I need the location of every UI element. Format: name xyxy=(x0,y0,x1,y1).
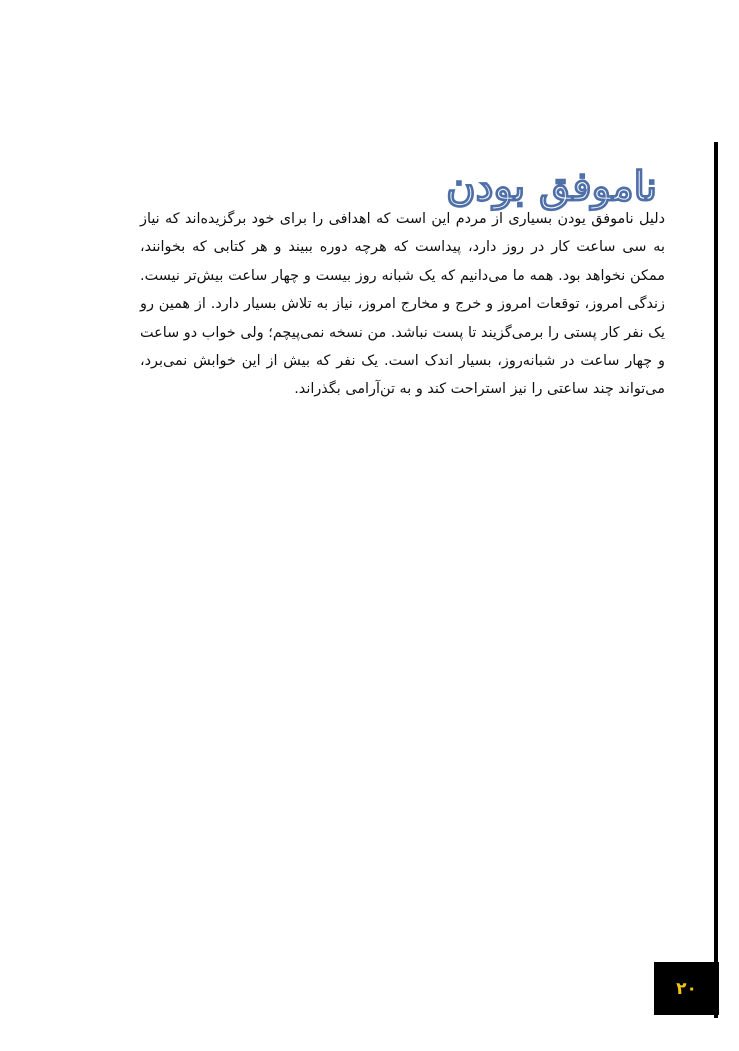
right-margin-rule xyxy=(714,142,718,1018)
body-paragraph: دلیل ناموفق یودن بسیاری از مردم این است که اهدافی را برای خود برگزیده‌اند که نیاز به سی ساعت کار در روز دارد، پیداست که هرچه دوره ببیند و هر کتابی که بخوانند، ممکن نخواهد بود. همه ما می‌دانیم که یک شبانه روز بیست و چهار ساعت بیش‌تر نیست. زندگی امروز، توقعات امروز و خرج و مخارج امروز، نیاز به تلاش بسیار دارد. از همین رو یک نفر کار پستی را برمی‌گزیند تا پست نباشد. من نسخه نمی‌پیچم؛ ولی خواب دو ساعت و چهار ساعت در شبانه‌روز، بسیار اندک است. یک نفر که بیش از این خوابش نمی‌برد، می‌تواند چند ساعتی را نیز استراحت کند و به تن‌آرامی بگذراند. xyxy=(140,211,665,398)
page-number-box xyxy=(654,962,719,1015)
page-number: ۲۰ xyxy=(676,978,697,999)
section-title: ناموفق بودن xyxy=(446,162,657,210)
